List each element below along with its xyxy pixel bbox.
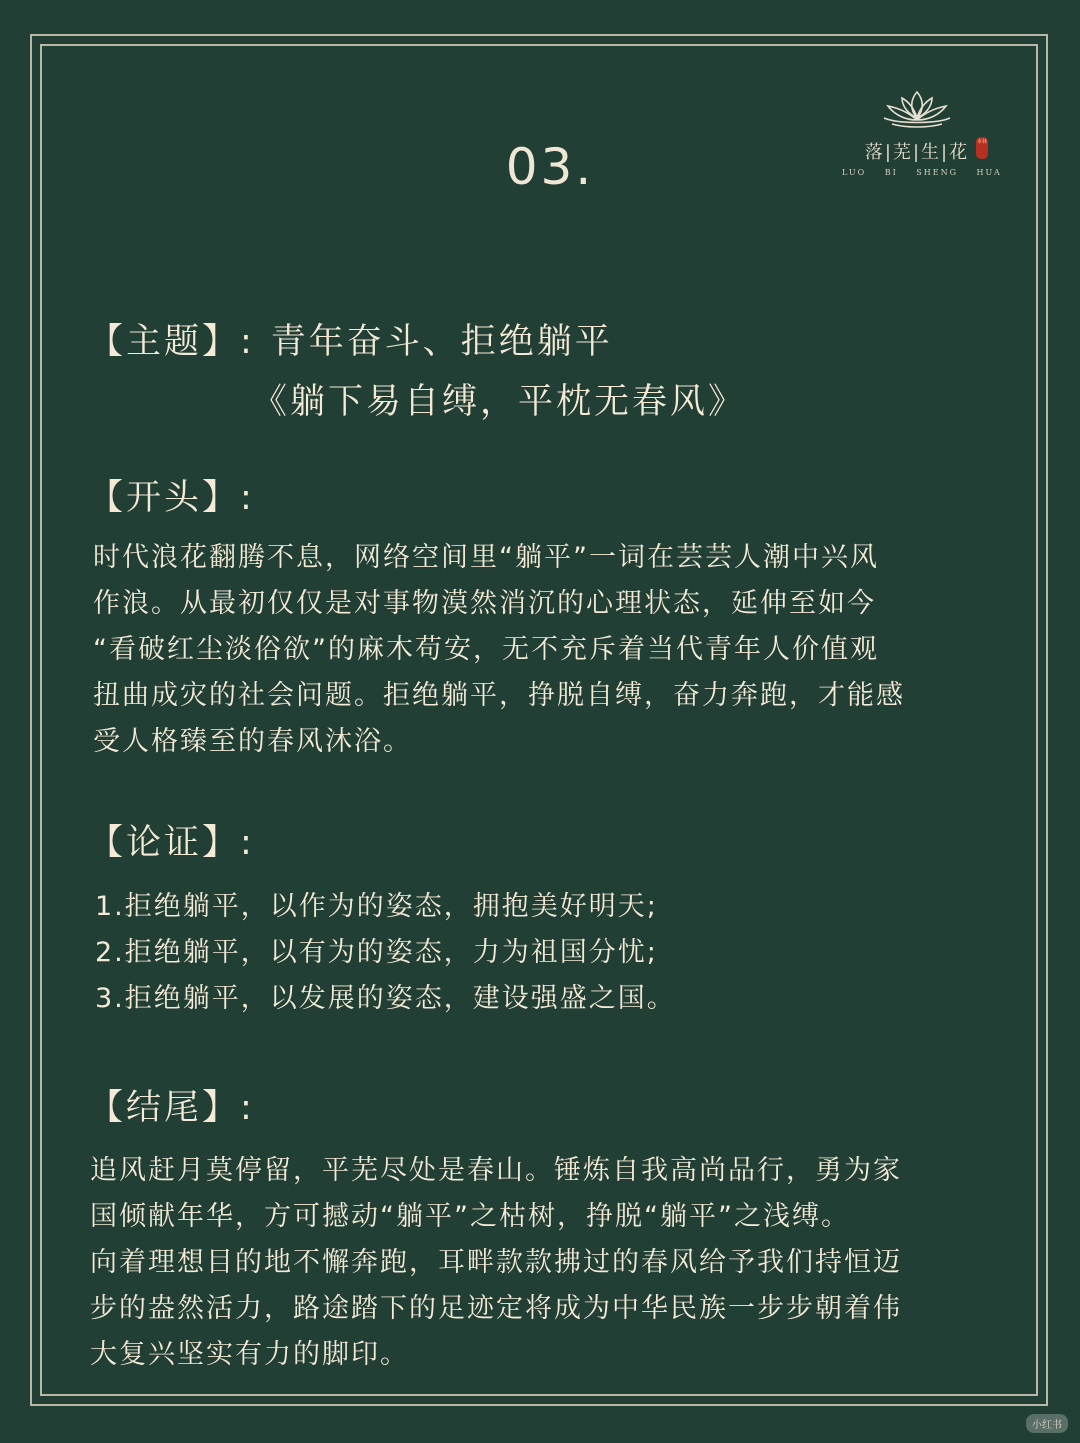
ending-line: 步的盎然活力，路途踏下的足迹定将成为中华民族一步步朝着伟 [90, 1293, 902, 1324]
brand-logo [842, 88, 1002, 183]
opening-paragraph [93, 535, 988, 765]
lotus-icon [876, 88, 958, 132]
theme-value: 青年奋斗、拒绝躺平 [270, 322, 613, 362]
logo-seal: 本林 [976, 137, 988, 159]
ending-heading: 【结尾】: [88, 1088, 255, 1128]
page-number: 03. [505, 138, 595, 196]
watermark: 小红书 [1026, 1414, 1068, 1433]
opening-line: 时代浪花翻腾不息，网络空间里“躺平”一词在芸芸人潮中兴风 [93, 542, 879, 573]
ending-line: 大复兴坚实有力的脚印。 [90, 1339, 409, 1370]
ending-paragraph [90, 1148, 985, 1378]
argument-item: 1.拒绝躺平，以作为的姿态，拥抱美好明天; [95, 891, 658, 922]
theme-line [88, 314, 613, 364]
ending-line: 向着理想目的地不懈奔跑，耳畔款款拂过的春风给予我们持恒迈 [90, 1247, 902, 1278]
logo-english-name: LUO BI SHENG HUA [842, 168, 1002, 177]
argument-item: 3.拒绝躺平，以发展的姿态，建设强盛之国。 [95, 983, 676, 1014]
argument-heading: 【论证】: [88, 823, 255, 863]
theme-label: 【主题】: [88, 322, 255, 362]
opening-line: 作浪。从最初仅仅是对事物漠然消沉的心理状态，延伸至如今 [93, 588, 876, 619]
opening-line: 扭曲成灾的社会问题。拒绝躺平，挣脱自缚，奋力奔跑，才能感 [93, 680, 905, 711]
argument-item: 2.拒绝躺平，以有为的姿态，力为祖国分忧; [95, 937, 658, 968]
opening-heading: 【开头】: [88, 478, 255, 518]
opening-line: “看破红尘淡俗欲”的麻木苟安，无不充斥着当代青年人价值观 [93, 634, 879, 665]
essay-title: 《躺下易自缚，平枕无春风》 [252, 382, 747, 422]
opening-line: 受人格臻至的春风沐浴。 [93, 726, 412, 757]
ending-line: 追风赶月莫停留，平芜尽处是春山。锤炼自我高尚品行，勇为家 [90, 1155, 902, 1186]
logo-chinese-name: 落|芜|生|花 [864, 142, 970, 163]
ending-line: 国倾献年华，方可撼动“躺平”之枯树，挣脱“躺平”之浅缚。 [90, 1201, 850, 1232]
